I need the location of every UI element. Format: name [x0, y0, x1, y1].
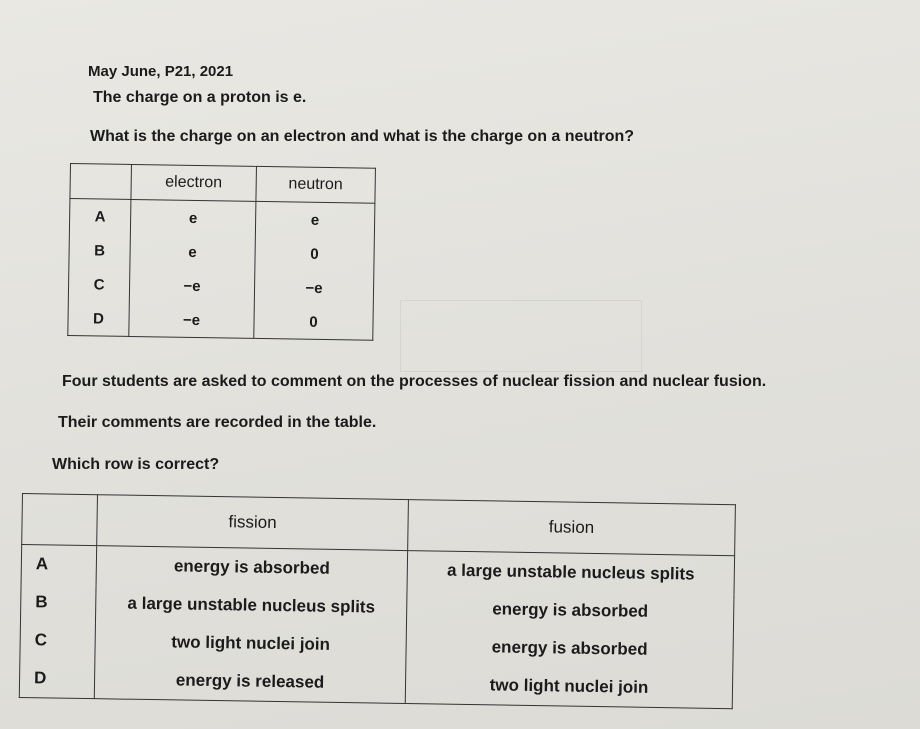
fission-comment: two light nuclei join: [95, 622, 407, 665]
neutron-charge: 0: [254, 304, 374, 340]
table-row: [69, 233, 374, 272]
row-label: C: [20, 621, 96, 660]
table-row: [69, 199, 375, 238]
fusion-comment: two light nuclei join: [405, 665, 733, 709]
table-row: [68, 267, 373, 306]
fusion-comment: a large unstable nucleus splits: [407, 551, 735, 595]
fission-comment: energy is released: [94, 660, 406, 703]
question2-prompt: Which row is correct?: [52, 456, 220, 473]
row-label: B: [69, 233, 131, 268]
row-label: A: [69, 199, 131, 234]
row-label: D: [19, 659, 95, 699]
electron-charge: e: [130, 199, 255, 235]
fusion-comment: energy is absorbed: [406, 589, 734, 632]
row-label: A: [21, 545, 97, 585]
question2-intro: Four students are asked to comment on the processes of nuclear fission and nuclear fusion.: [62, 373, 767, 390]
neutron-charge: e: [255, 201, 375, 237]
source-label: May June, P21, 2021: [88, 63, 234, 80]
neutron-charge: −e: [254, 270, 374, 306]
charge-table: [67, 163, 376, 341]
table-header-fusion: fusion: [408, 500, 736, 556]
electron-charge: e: [130, 234, 255, 270]
electron-charge: −e: [129, 302, 254, 338]
question1-stem: The charge on a proton is e.: [93, 89, 307, 106]
fission-comment: a large unstable nucleus splits: [95, 584, 407, 627]
bleed-through-shape: [400, 300, 642, 372]
table-header-electron: electron: [131, 164, 256, 201]
table-header-row: [70, 164, 376, 204]
table-row: [68, 301, 374, 340]
table-header-corner: [70, 164, 132, 200]
fusion-comment: energy is absorbed: [406, 627, 734, 670]
table-header-fission: fission: [97, 495, 409, 551]
row-label: B: [20, 583, 96, 622]
row-label: D: [68, 301, 130, 336]
neutron-charge: 0: [255, 236, 375, 272]
fission-fusion-table: [19, 493, 736, 709]
table-header-neutron: neutron: [256, 166, 376, 203]
row-label: C: [68, 267, 130, 302]
question1-prompt: What is the charge on an electron and what is the charge on a neutron?: [90, 128, 635, 145]
electron-charge: −e: [129, 268, 254, 304]
fission-comment: energy is absorbed: [96, 546, 408, 589]
table-header-corner: [22, 494, 98, 546]
question2-context: Their comments are recorded in the table.: [58, 414, 377, 431]
